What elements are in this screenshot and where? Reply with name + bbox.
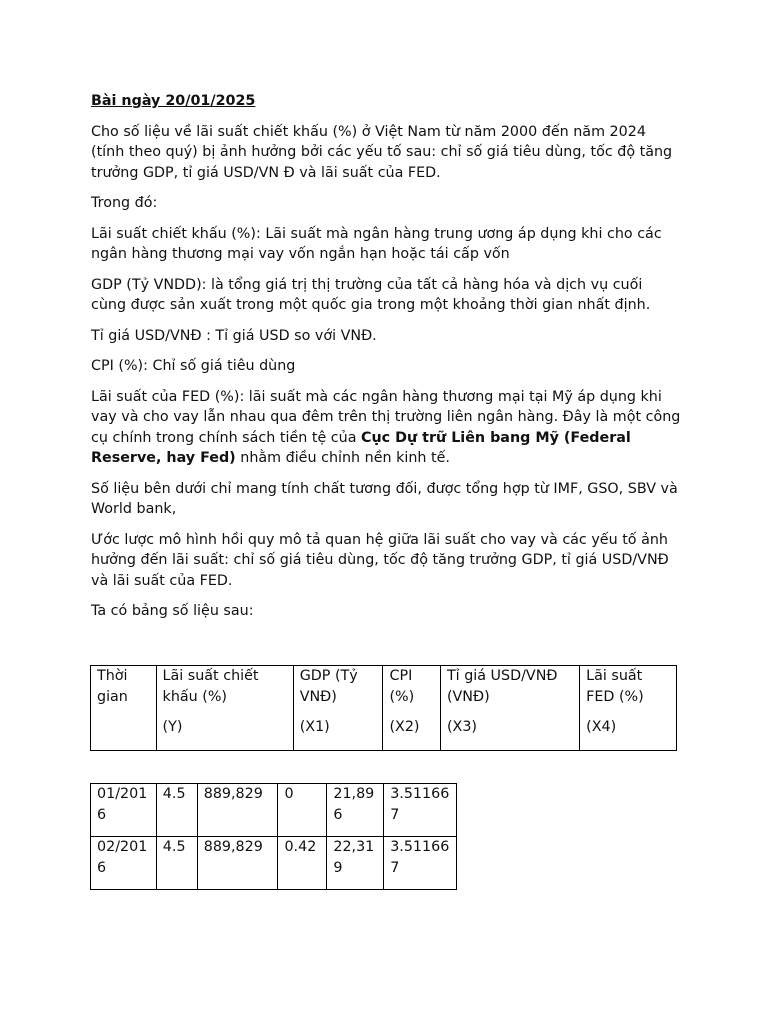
header-variable: (X3) bbox=[446, 719, 477, 735]
header-cell bbox=[580, 666, 677, 751]
definition-gdp: GDP (Tỷ VNDD): là tổng giá trị thị trường của tất cả hàng hóa và dịch vụ cuối cùng được sản xuất trong một quốc gia trong một khoảng thời gian nhất định. bbox=[91, 276, 651, 313]
definition-cpi: CPI (%): Chỉ số giá tiêu dùng bbox=[91, 358, 296, 374]
table-cell: 0 bbox=[278, 784, 327, 837]
header-variable: (X4) bbox=[586, 719, 617, 735]
fed-text-part2: nhằm điều chỉnh nền kinh tế. bbox=[235, 450, 450, 466]
header-variable: (X2) bbox=[389, 719, 420, 735]
table-cell: 02/2016 bbox=[91, 837, 157, 890]
header-label: Thời gian bbox=[97, 668, 128, 705]
source-note: Số liệu bên dưới chỉ mang tính chất tương đối, được tổng hợp từ IMF, GSO, SBV và World bank, bbox=[91, 480, 678, 517]
intro-paragraph: Cho số liệu về lãi suất chiết khấu (%) ở Việt Nam từ năm 2000 đến năm 2024 (tính theo quý) bị ảnh hưởng bởi các yếu tố sau: chỉ số giá tiêu dùng, tốc độ tăng trưởng GDP, tỉ giá USD/VN Đ và lãi suất của FED. bbox=[91, 123, 673, 181]
table-cell: 22,319 bbox=[327, 837, 384, 890]
header-label: CPI (%) bbox=[389, 668, 415, 705]
header-cell bbox=[156, 666, 293, 751]
table-row bbox=[91, 837, 457, 890]
data-table bbox=[90, 783, 457, 890]
table-row bbox=[91, 784, 457, 837]
table-cell: 889,829 bbox=[197, 784, 278, 837]
table-cell: 3.511667 bbox=[384, 837, 457, 890]
header-row bbox=[91, 666, 677, 751]
header-label: Lãi suất chiết khấu (%) bbox=[162, 668, 259, 705]
header-label: Lãi suất FED (%) bbox=[586, 668, 644, 705]
header-cell bbox=[440, 666, 579, 751]
definition-exchange-rate: Tỉ giá USD/VNĐ : Tỉ giá USD so với VNĐ. bbox=[91, 327, 377, 344]
table-cell: 0.42 bbox=[278, 837, 327, 890]
table-cell: 4.5 bbox=[156, 784, 197, 837]
document-body bbox=[91, 91, 681, 632]
header-label: Tỉ giá USD/VNĐ (VNĐ) bbox=[446, 668, 558, 705]
table-cell: 4.5 bbox=[156, 837, 197, 890]
table-intro: Ta có bảng số liệu sau: bbox=[91, 603, 254, 619]
header-cell bbox=[91, 666, 157, 751]
definition-fed-rate bbox=[91, 387, 681, 469]
definition-discount-rate: Lãi suất chiết khấu (%): Lãi suất mà ngân hàng trung ương áp dụng khi cho các ngân hàng thương mại vay vốn ngắn hạn hoặc tái cấp vốn bbox=[91, 225, 662, 262]
table-cell: 3.511667 bbox=[384, 784, 457, 837]
fed-bold-name: Cục Dự trữ Liên bang Mỹ (Federal Reserve, hay Fed) bbox=[91, 429, 631, 466]
trong-do-label: Trong đó: bbox=[91, 195, 158, 211]
fed-text-part1: Lãi suất của FED (%): lãi suất mà các ngân hàng thương mại tại Mỹ áp dụng khi vay và cho vay lẫn nhau qua đêm trên thị trường liên ngân hàng. Đây là một công cụ chính trong chính sách tiền tệ của bbox=[91, 388, 681, 446]
table-cell: 01/2016 bbox=[91, 784, 157, 837]
header-label: GDP (Tỷ VNĐ) bbox=[299, 668, 358, 705]
table-cell: 21,896 bbox=[327, 784, 384, 837]
header-variable: (Y) bbox=[162, 719, 183, 735]
header-table bbox=[90, 665, 677, 751]
header-cell bbox=[383, 666, 440, 751]
header-cell bbox=[293, 666, 383, 751]
task-paragraph: Ước lược mô hình hồi quy mô tả quan hệ giữa lãi suất cho vay và các yếu tố ảnh hưởng đến lãi suất: chỉ số giá tiêu dùng, tốc độ tăng trưởng GDP, tỉ giá USD/VNĐ và lãi suất của FED. bbox=[91, 531, 669, 589]
document-title: Bài ngày 20/01/2025 bbox=[91, 93, 256, 109]
table-cell: 889,829 bbox=[197, 837, 278, 890]
header-variable: (X1) bbox=[299, 719, 330, 735]
